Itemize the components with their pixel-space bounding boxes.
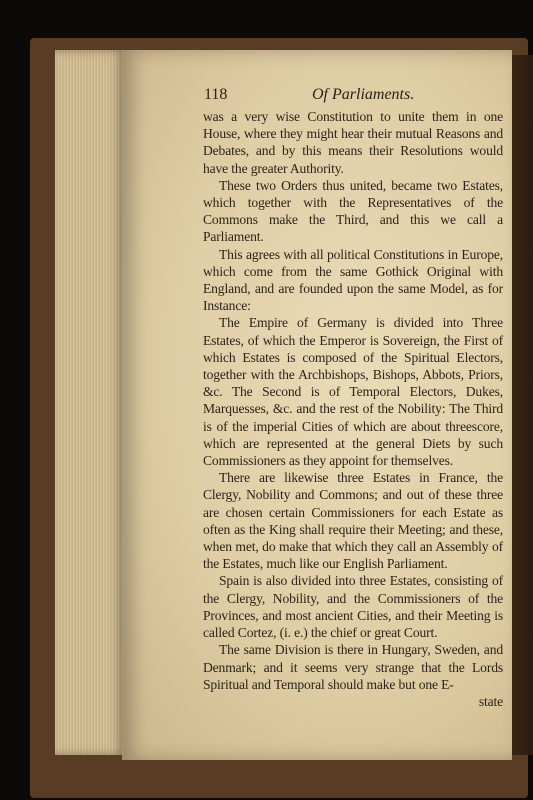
paragraph: Spain is also divided into three Estates, consisting of the Clergy, Nobility, and the Commissioners of the Provinces, and most ancient Cities, and their Meeting is called Cortez, (i. e.) the chief or great Court. <box>203 573 503 641</box>
paragraph: The Empire of Germany is divided into Three Estates, of which the Emperor is Sovereign, the First of which Estates is composed of the Spiritual Electors, together with the Archbishops, Bishops, Abbots, Priors, &c. The Second is of Temporal Electors, Dukes, Marquesses, &c. and the rest of the Nobility: The Third is of the imperial Cities of which are about threescore, which are represented at the general Diets by such Commissioners as they appoint for themselves. <box>203 315 503 469</box>
paragraph: This agrees with all political Constitutions in Europe, which come from the same Gothick Original with England, and are founded upon the same Model, as for Instance: <box>203 246 503 314</box>
paragraph: These two Orders thus united, became two Estates, which together with the Representatives of the Commons make the Third, and this we call a Parliament. <box>203 177 503 245</box>
catchword: state <box>478 693 503 709</box>
page-edges <box>55 50 125 755</box>
paragraph: There are likewise three Estates in France, the Clergy, Nobility and Commons; and out of these three are chosen certain Commissioners for each Estate as often as the King shall require their Meeting; and these, when met, do make that which they call an Assembly of the Estates, much like our English Parliament. <box>203 470 503 572</box>
body-text <box>203 108 503 710</box>
facing-page-edge <box>510 55 533 755</box>
running-header <box>204 86 504 108</box>
paragraph: The same Division is there in Hungary, Sweden, and Denmark; and it seems very strange that the Lords Spiritual and Temporal should make but one E- <box>203 642 503 692</box>
paragraph: was a very wise Constitution to unite them in one House, where they might hear their mutual Reasons and Debates, and by this means their Resolutions would have the greater Authority. <box>203 109 503 176</box>
running-title: Of Parliaments. <box>312 86 415 103</box>
page-number: 118 <box>204 86 228 103</box>
